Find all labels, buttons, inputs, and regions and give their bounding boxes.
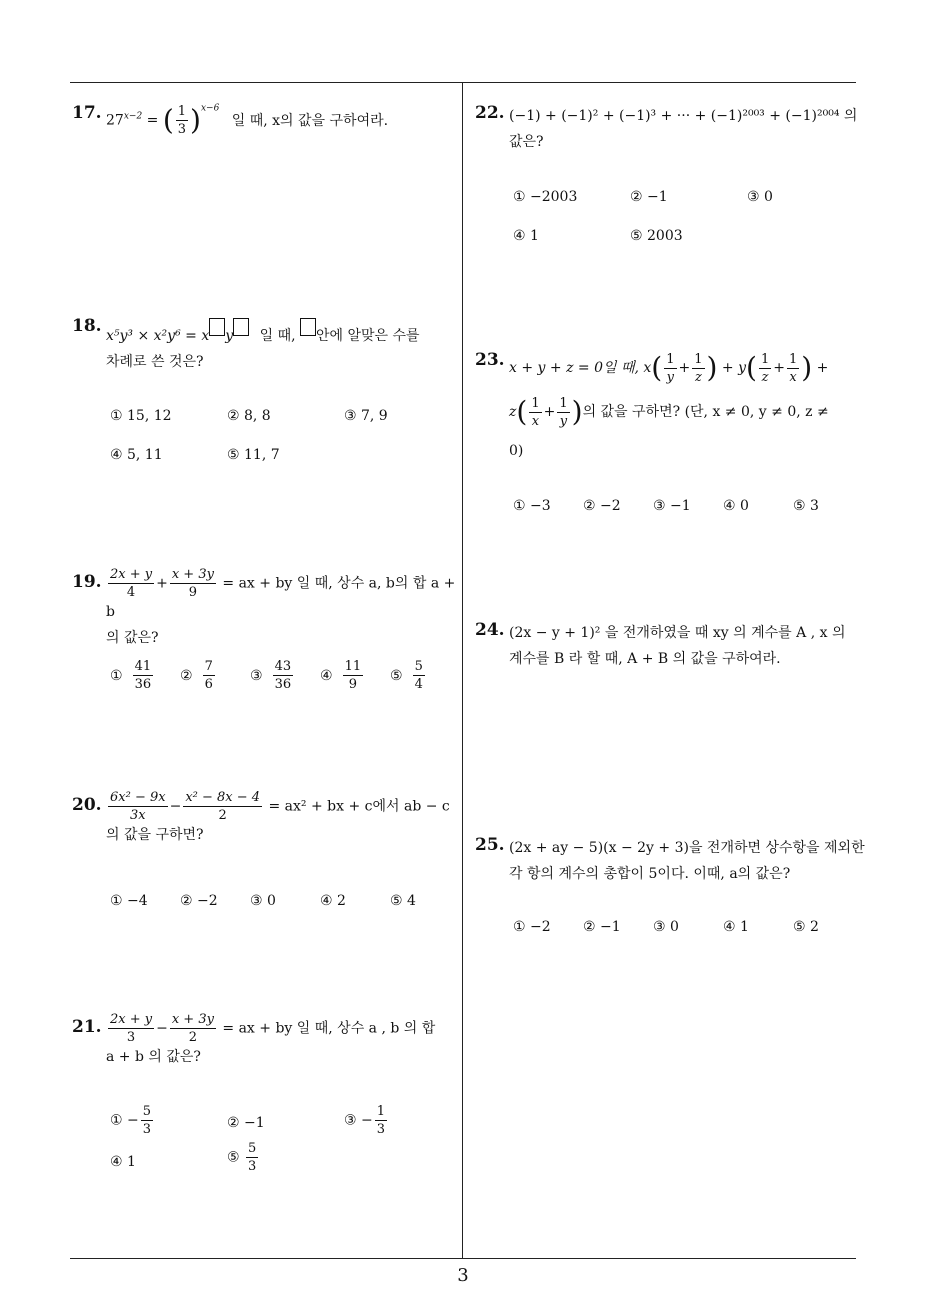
option-3[interactable]: ③ 0 bbox=[653, 919, 679, 935]
option-3[interactable]: ③ 0 bbox=[747, 189, 773, 205]
page-number: 3 bbox=[457, 1265, 469, 1286]
option-2[interactable]: ② 8, 8 bbox=[227, 408, 271, 424]
option-3[interactable]: ③ − $\frac{1}{3}$ bbox=[344, 1104, 386, 1137]
question-text: (−1) + (−1)² + (−1)³ + ··· + (−1)²⁰⁰³ + (−1)²⁰⁰⁴ 의 값은? bbox=[509, 108, 858, 150]
blank-box bbox=[300, 318, 316, 336]
option-2[interactable]: ② −2 bbox=[583, 498, 621, 514]
option-4[interactable]: ④ 1 bbox=[723, 919, 749, 935]
question-number: 20. bbox=[72, 795, 102, 815]
option-2[interactable]: ② −1 bbox=[583, 919, 621, 935]
option-4[interactable]: ④ $\frac{11}{9}$ bbox=[320, 659, 362, 692]
option-5[interactable]: ⑤ $\frac{5}{3}$ bbox=[227, 1141, 257, 1174]
option-2[interactable]: ② $\frac{7}{6}$ bbox=[180, 659, 213, 692]
option-1[interactable]: ① −2003 bbox=[513, 189, 578, 205]
option-5[interactable]: ⑤ 2003 bbox=[630, 228, 683, 244]
question-number: 22. bbox=[475, 103, 505, 123]
question-text: (2x + ay − 5)(x − 2y + 3)을 전개하면 상수항을 제외한 각 항의 계수의 총합이 5이다. 이때, a의 값은? bbox=[509, 840, 865, 882]
option-4[interactable]: ④ 1 bbox=[513, 228, 539, 244]
question-number: 24. bbox=[475, 620, 505, 640]
question-number: 18. bbox=[72, 316, 102, 336]
blank-box bbox=[233, 318, 249, 336]
blank-box bbox=[209, 318, 225, 336]
option-3[interactable]: ③ 7, 9 bbox=[344, 408, 388, 424]
question-text: (2x − y + 1)² 을 전개하였을 때 xy 의 계수를 A , x 의 계수를 B 라 할 때, A + B 의 값을 구하여라. bbox=[509, 625, 846, 667]
question-number: 25. bbox=[475, 835, 505, 855]
option-2[interactable]: ② −1 bbox=[630, 189, 668, 205]
option-5[interactable]: ⑤ 11, 7 bbox=[227, 447, 280, 463]
option-4[interactable]: ④ 2 bbox=[320, 893, 346, 909]
option-5[interactable]: ⑤ $\frac{5}{4}$ bbox=[390, 659, 423, 692]
option-4[interactable]: ④ 5, 11 bbox=[110, 447, 163, 463]
question-number: 17. bbox=[72, 103, 102, 123]
option-5[interactable]: ⑤ 3 bbox=[793, 498, 819, 514]
question-text: x⁵y³ × x²y⁶ = x y 일 때, 안에 알맞은 수를 차례로 쓴 것은? bbox=[106, 318, 466, 375]
option-1[interactable]: ① − $\frac{5}{3}$ bbox=[110, 1104, 152, 1137]
option-1[interactable]: ① −4 bbox=[110, 893, 148, 909]
question-text-end: 0) bbox=[509, 443, 524, 459]
option-1[interactable]: ① $\frac{41}{36}$ bbox=[110, 659, 152, 692]
question-number: 23. bbox=[475, 350, 505, 370]
option-1[interactable]: ① −2 bbox=[513, 919, 551, 935]
question-text: $\frac{2x + y}{3}$ − $\frac{x + 3y}{2}$ = ax + by 일 때, 상수 a , b 의 합 a + b 의 값은? bbox=[106, 1012, 436, 1065]
question-text: $27^{x-2}$ = ( $\frac{1}{3}$ )$^{x-6}$ 일 때, x의 값을 구하여라. bbox=[106, 103, 389, 137]
question-text: x + y + z = 0일 때, x( $\frac{1}{y}$ + $\frac{1}{z}$ ) + y( $\frac{1}{z}$ + $\frac{1}{x}$ ) + z( $\frac{1}{x}$ + $\frac{1}{y}$ )의 값을 구하면? (단, x ≠ 0, y ≠ 0, z ≠ bbox=[509, 351, 829, 429]
column-divider bbox=[462, 82, 463, 1259]
option-4[interactable]: ④ 1 bbox=[110, 1154, 136, 1170]
option-1[interactable]: ① 15, 12 bbox=[110, 408, 172, 424]
question-text: $\frac{\text{6x² − 9x}}{3x}$ − $\frac{\text{x² − 8x − 4}}{2}$ = ax² + bx + c에서 ab − c 의 값을 구하면? bbox=[106, 790, 450, 843]
question-number: 21. bbox=[72, 1017, 102, 1037]
option-2[interactable]: ② −1 bbox=[227, 1115, 265, 1131]
option-1[interactable]: ① −3 bbox=[513, 498, 551, 514]
option-3[interactable]: ③ $\frac{43}{36}$ bbox=[250, 659, 292, 692]
question-number: 19. bbox=[72, 572, 102, 592]
option-4[interactable]: ④ 0 bbox=[723, 498, 749, 514]
option-5[interactable]: ⑤ 4 bbox=[390, 893, 416, 909]
top-rule bbox=[70, 82, 856, 83]
option-3[interactable]: ③ −1 bbox=[653, 498, 691, 514]
question-text: $\frac{2x + y}{4}$ + $\frac{x + 3y}{9}$ = ax + by 일 때, 상수 a, b의 합 a + b 의 값은? bbox=[106, 567, 456, 646]
option-5[interactable]: ⑤ 2 bbox=[793, 919, 819, 935]
option-3[interactable]: ③ 0 bbox=[250, 893, 276, 909]
bottom-rule bbox=[70, 1258, 856, 1259]
option-2[interactable]: ② −2 bbox=[180, 893, 218, 909]
